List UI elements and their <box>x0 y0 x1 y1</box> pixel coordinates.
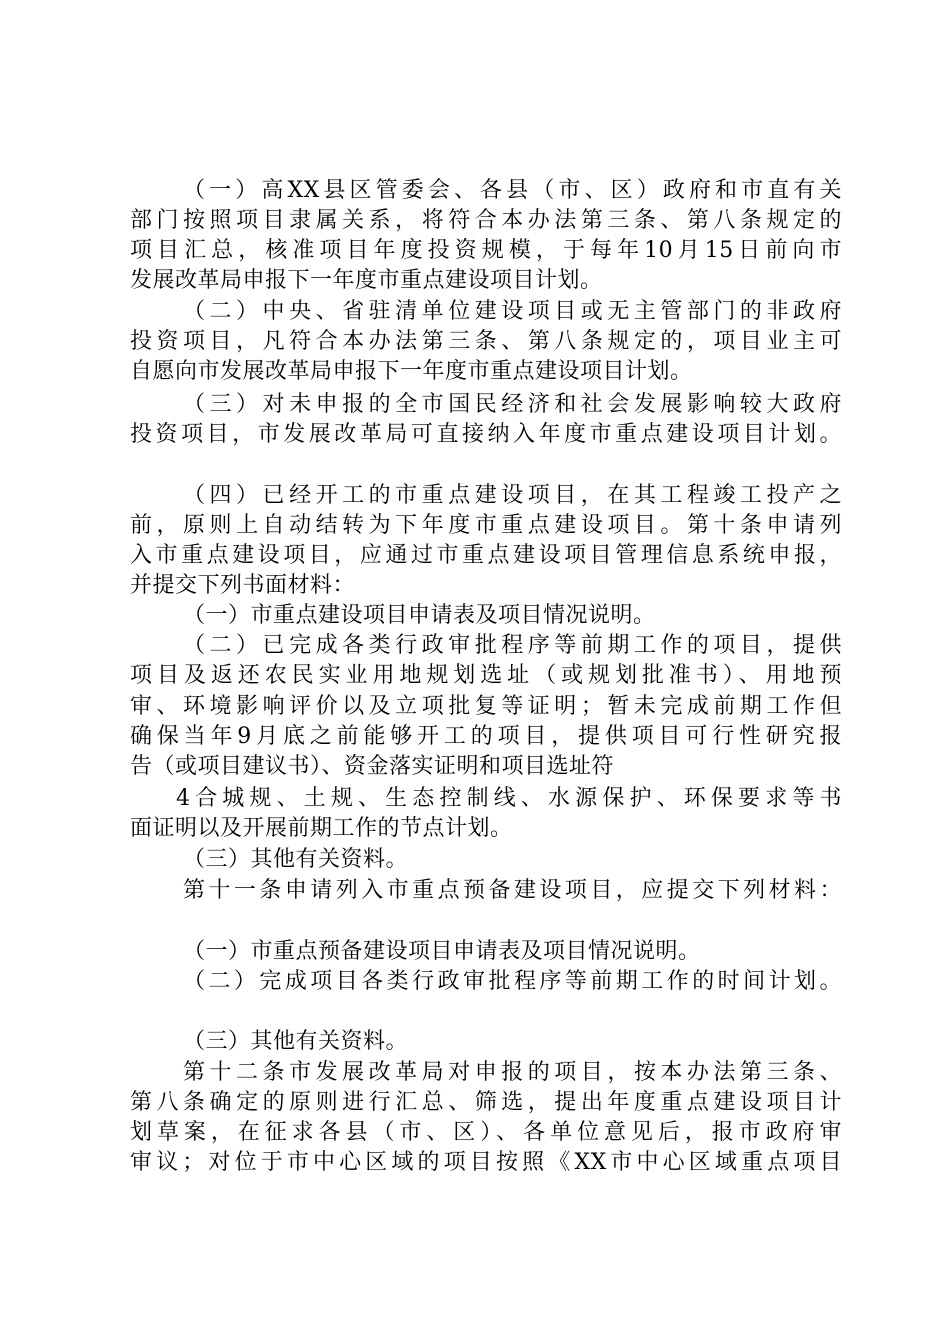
paragraph-line: 确保当年9月底之前能够开工的项目，提供项目可行性研究报 <box>130 724 842 749</box>
paragraph-line: 第八条确定的原则进行汇总、筛选，提出年度重点建设项目计 <box>130 1090 842 1115</box>
paragraph-line: 告（或项目建议书）、资金落实证明和项目选址符 <box>130 754 615 779</box>
paragraph-line: 部门按照项目隶属关系，将符合本办法第三条、第八条规定的 <box>130 208 842 233</box>
paragraph-line: 面证明以及开展前期工作的节点计划。 <box>130 816 513 841</box>
paragraph-line: （二）已完成各类行政审批程序等前期工作的项目，提供 <box>183 633 842 658</box>
paragraph-line: （一）市重点预备建设项目申请表及项目情况说明。 <box>183 939 701 964</box>
paragraph-line: 投资项目，市发展改革局可直接纳入年度市重点建设项目计划。 <box>130 422 842 447</box>
paragraph-line: （二）中央、省驻清单位建设项目或无主管部门的非政府 <box>183 299 842 324</box>
paragraph-line: （一）高XX县区管委会、各县（市、区）政府和市直有关 <box>183 178 842 203</box>
paragraph-line: 划草案，在征求各县（市、区）、各单位意见后，报市政府审 <box>130 1120 842 1145</box>
paragraph-line: （三）其他有关资料。 <box>183 1029 409 1054</box>
paragraph-line: 入市重点建设项目，应通过市重点建设项目管理信息系统申报， <box>130 543 842 568</box>
paragraph-line: 审、环境影响评价以及立项批复等证明；暂未完成前期工作但 <box>130 694 842 719</box>
paragraph-line: 并提交下列书面材料： <box>130 573 356 598</box>
paragraph-line: 第十一条申请列入市重点预备建设项目，应提交下列材料： <box>183 878 842 903</box>
paragraph-line: 投资项目，凡符合本办法第三条、第八条规定的，项目业主可 <box>130 329 842 354</box>
paragraph-line: 项目及返还农民实业用地规划选址（或规划批准书）、用地预 <box>130 663 842 688</box>
paragraph-line: （四）已经开工的市重点建设项目，在其工程竣工投产之 <box>183 483 842 508</box>
paragraph-line: （三）其他有关资料。 <box>183 847 409 872</box>
paragraph-line: 4合城规、土规、生态控制线、水源保护、环保要求等书 <box>176 786 842 811</box>
paragraph-line: （一）市重点建设项目申请表及项目情况说明。 <box>183 603 656 628</box>
paragraph-line: 项目汇总，核准项目年度投资规模，于每年10月15日前向市 <box>130 238 842 263</box>
paragraph-line: 第十二条市发展改革局对申报的项目，按本办法第三条、 <box>183 1060 842 1085</box>
paragraph-line: 审议；对位于市中心区域的项目按照《XX市中心区域重点项目 <box>130 1150 842 1175</box>
paragraph-line: 发展改革局申报下一年度市重点建设项目计划。 <box>130 268 603 293</box>
paragraph-line: （二）完成项目各类行政审批程序等前期工作的时间计划。 <box>183 969 842 994</box>
paragraph-line: （三）对未申报的全市国民经济和社会发展影响较大政府 <box>183 392 842 417</box>
paragraph-line: 前，原则上自动结转为下年度市重点建设项目。第十条申请列 <box>130 513 842 538</box>
paragraph-line: 自愿向市发展改革局申报下一年度市重点建设项目计划。 <box>130 359 693 384</box>
